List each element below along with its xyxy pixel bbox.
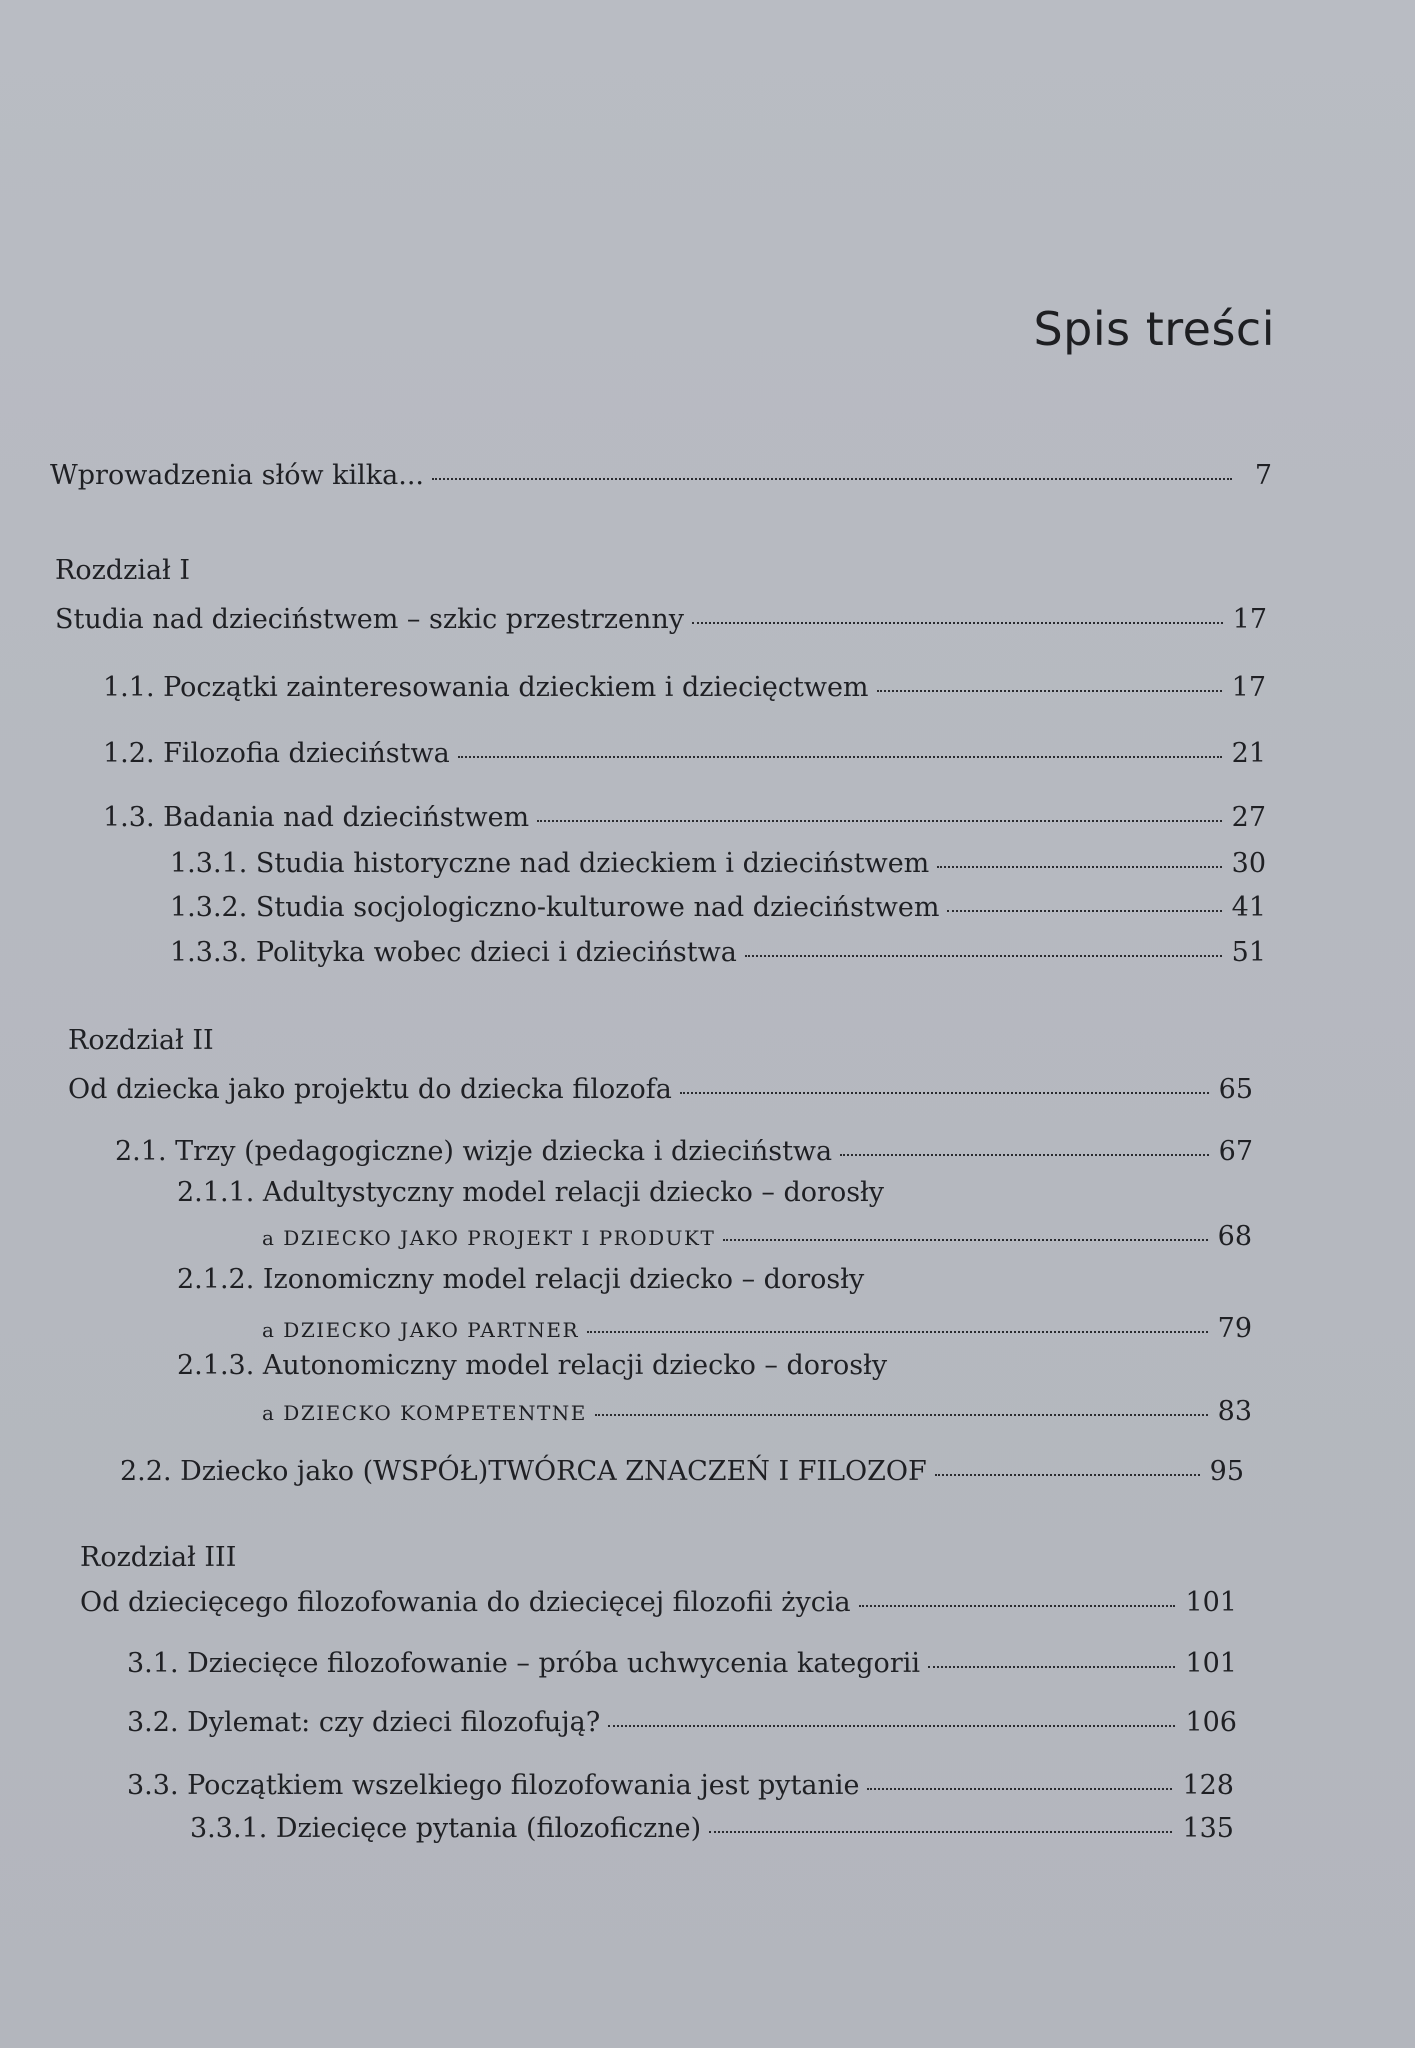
page-title: Spis treści bbox=[1033, 302, 1275, 356]
toc-entry-text: 2.1. Trzy (pedagogiczne) wizje dziecka i dzieciństwa bbox=[115, 1136, 833, 1167]
dot-leader bbox=[928, 1665, 1175, 1668]
dot-leader bbox=[587, 1330, 1208, 1333]
dot-leader bbox=[692, 621, 1223, 624]
toc-entry[interactable] bbox=[170, 892, 1266, 923]
toc-entry-page: 68 bbox=[1217, 1221, 1252, 1252]
dot-leader bbox=[537, 819, 1221, 822]
dot-leader bbox=[859, 1604, 1176, 1607]
toc-entry[interactable] bbox=[50, 460, 1272, 491]
toc-entry[interactable] bbox=[80, 1587, 1237, 1618]
toc-entry-page: 79 bbox=[1217, 1313, 1252, 1344]
toc-entry[interactable] bbox=[170, 937, 1266, 968]
toc-entry-text: 1.2. Filozofia dzieciństwa bbox=[103, 738, 450, 769]
toc-entry-text: Studia nad dzieciństwem – szkic przestrzenny bbox=[55, 604, 685, 635]
dot-leader bbox=[458, 755, 1222, 758]
toc-entry-text: 1.3.3. Polityka wobec dzieci i dzieciństwa bbox=[170, 937, 737, 968]
toc-entry[interactable] bbox=[262, 1313, 1252, 1344]
toc-entry-page: 21 bbox=[1231, 738, 1266, 769]
toc-entry[interactable] bbox=[55, 604, 1267, 635]
chapter-label: Rozdział III bbox=[80, 1542, 237, 1573]
toc-entry-heading: 2.1.2. Izonomiczny model relacji dziecko – dorosły bbox=[177, 1264, 865, 1295]
toc-entry-page: 41 bbox=[1231, 892, 1266, 923]
toc-entry-text: 3.1. Dziecięce filozofowanie – próba uchwycenia kategorii bbox=[127, 1648, 920, 1679]
toc-entry-page: 27 bbox=[1231, 802, 1266, 833]
toc-entry-text: Od dziecięcego filozofowania do dziecięcej filozofii życia bbox=[80, 1587, 851, 1618]
toc-entry-page: 95 bbox=[1209, 1456, 1244, 1487]
toc-entry-heading: 2.1.3. Autonomiczny model relacji dziecko – dorosły bbox=[177, 1350, 888, 1381]
toc-entry[interactable] bbox=[120, 1456, 1244, 1487]
toc-entry[interactable] bbox=[127, 1770, 1234, 1801]
toc-entry-text: 3.3.1. Dziecięce pytania (filozoficzne) bbox=[190, 1813, 702, 1844]
toc-entry-text: 3.2. Dylemat: czy dzieci filozofują? bbox=[127, 1707, 601, 1738]
toc-entry-text: a DZIECKO KOMPETENTNE bbox=[262, 1401, 587, 1425]
toc-entry-page: 7 bbox=[1254, 460, 1272, 491]
toc-entry-text: Wprowadzenia słów kilka... bbox=[50, 460, 424, 491]
toc-entry-page: 101 bbox=[1185, 1648, 1237, 1679]
toc-entry-text: 2.2. Dziecko jako (WSPÓŁ)TWÓRCA ZNACZEŃ I FILOZOF bbox=[120, 1456, 927, 1487]
toc-entry-heading: 2.1.1. Adultystyczny model relacji dziecko – dorosły bbox=[177, 1177, 885, 1208]
toc-entry-text: 1.3.1. Studia historyczne nad dzieckiem i dzieciństwem bbox=[170, 848, 930, 879]
toc-entry[interactable] bbox=[262, 1396, 1252, 1427]
toc-entry-page: 65 bbox=[1218, 1074, 1253, 1105]
toc-entry[interactable] bbox=[262, 1221, 1252, 1252]
toc-entry[interactable] bbox=[127, 1648, 1237, 1679]
dot-leader bbox=[840, 1153, 1209, 1156]
toc-entry-page: 67 bbox=[1218, 1136, 1253, 1167]
toc-entry-text: 1.1. Początki zainteresowania dzieckiem i dziecięctwem bbox=[103, 672, 869, 703]
toc-entry[interactable] bbox=[170, 848, 1266, 879]
toc-entry-page: 17 bbox=[1232, 604, 1267, 635]
dot-leader bbox=[709, 1830, 1172, 1833]
toc-entry[interactable] bbox=[115, 1136, 1253, 1167]
dot-leader bbox=[680, 1091, 1209, 1094]
toc-entry[interactable] bbox=[68, 1074, 1253, 1105]
toc-entry-text: 1.3. Badania nad dzieciństwem bbox=[103, 802, 530, 833]
toc-entry-text: a DZIECKO JAKO PARTNER bbox=[262, 1318, 580, 1342]
dot-leader bbox=[745, 954, 1222, 957]
toc-entry-page: 83 bbox=[1217, 1396, 1252, 1427]
dot-leader bbox=[867, 1787, 1172, 1790]
toc-entry-page: 101 bbox=[1185, 1587, 1237, 1618]
toc-entry-page: 106 bbox=[1185, 1707, 1237, 1738]
toc-entry-text: 1.3.2. Studia socjologiczno-kulturowe nad dzieciństwem bbox=[170, 892, 940, 923]
chapter-label: Rozdział I bbox=[55, 555, 191, 586]
toc-entry-text: Od dziecka jako projektu do dziecka filozofa bbox=[68, 1074, 672, 1105]
dot-leader bbox=[877, 689, 1222, 692]
dot-leader bbox=[608, 1724, 1175, 1727]
dot-leader bbox=[595, 1413, 1208, 1416]
toc-entry-page: 17 bbox=[1231, 672, 1266, 703]
toc-entry-text: 3.3. Początkiem wszelkiego filozofowania jest pytanie bbox=[127, 1770, 860, 1801]
toc-entry-page: 128 bbox=[1182, 1770, 1234, 1801]
dot-leader bbox=[937, 865, 1221, 868]
toc-entry-page: 135 bbox=[1182, 1813, 1234, 1844]
toc-entry[interactable] bbox=[190, 1813, 1234, 1844]
toc-entry-page: 51 bbox=[1231, 937, 1266, 968]
toc-entry[interactable] bbox=[127, 1707, 1237, 1738]
toc-entry-text: a DZIECKO JAKO PROJEKT I PRODUKT bbox=[262, 1226, 716, 1250]
dot-leader bbox=[947, 909, 1221, 912]
chapter-label: Rozdział II bbox=[68, 1025, 214, 1056]
toc-entry[interactable] bbox=[103, 672, 1266, 703]
dot-leader bbox=[935, 1473, 1200, 1476]
dot-leader bbox=[432, 477, 1232, 480]
toc-entry[interactable] bbox=[103, 802, 1266, 833]
toc-entry[interactable] bbox=[103, 738, 1266, 769]
dot-leader bbox=[723, 1238, 1207, 1241]
toc-entry-page: 30 bbox=[1231, 848, 1266, 879]
